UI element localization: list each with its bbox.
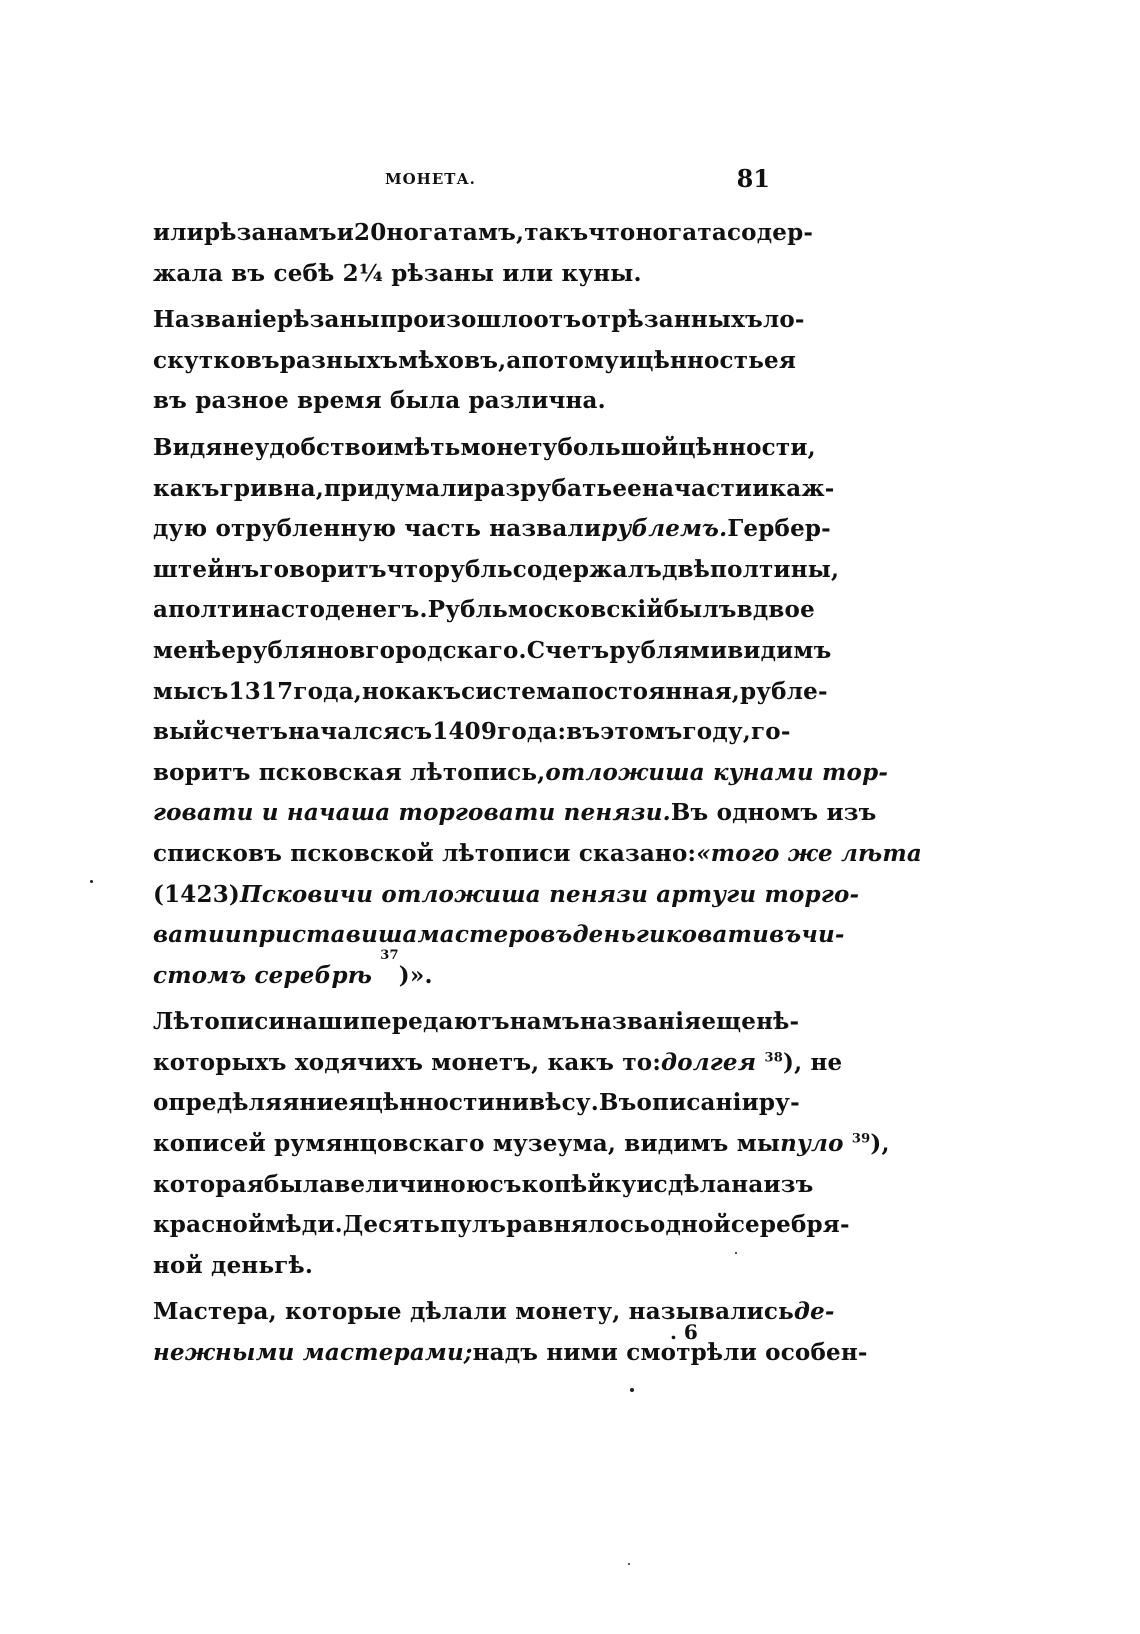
- word: а: [506, 346, 522, 374]
- printer-signature-mark: . 6: [670, 1320, 698, 1344]
- word: придумали: [323, 474, 474, 502]
- text-line: [153, 631, 832, 672]
- word: рубле-: [739, 677, 828, 705]
- word: величиною: [334, 1170, 490, 1198]
- word: 20: [354, 219, 387, 246]
- italic-term: нежными мастерами;: [153, 1339, 473, 1367]
- word: была: [263, 1170, 335, 1198]
- word: московскій: [507, 596, 664, 624]
- word: система: [461, 677, 572, 705]
- text-line: [153, 254, 765, 295]
- line-text: Въ одномъ изъ: [670, 799, 877, 827]
- text-line: [153, 590, 815, 631]
- word: Рубль: [427, 596, 508, 624]
- word: 1317: [228, 677, 294, 705]
- word: Лѣтописи: [153, 1008, 286, 1036]
- word: части: [674, 474, 753, 502]
- word: а: [153, 596, 169, 624]
- text-line: [153, 341, 797, 382]
- word: нѣ-: [756, 1008, 800, 1036]
- word: ногатамъ,: [386, 219, 525, 246]
- text-line: [153, 1002, 800, 1043]
- word: полтины,: [710, 555, 840, 583]
- line-text: жала въ себѣ 2¼ рѣзаны или куны.: [153, 259, 642, 287]
- word: года:: [497, 718, 567, 746]
- word: штейнъ: [153, 555, 260, 583]
- paragraph-4: [153, 1002, 890, 1286]
- chronicle-quote: Псковичи отложиша пенязи артуги торго-: [239, 880, 860, 908]
- chronicle-quote: говати и начаша торговати пенязи.: [153, 799, 671, 827]
- line-text: ной деньгѣ.: [153, 1251, 314, 1279]
- page-number: 81: [736, 164, 770, 193]
- line-text: дую отрубленную часть назвали: [153, 515, 602, 543]
- word: говоритъ: [259, 555, 387, 583]
- word: намъ: [509, 1008, 580, 1036]
- word: ни: [494, 1089, 530, 1117]
- text-line: [153, 1165, 814, 1206]
- word: этомъ: [600, 718, 683, 746]
- word: рубля: [236, 636, 317, 664]
- word: неудобство: [222, 433, 377, 461]
- word: мѣховъ,: [398, 346, 507, 374]
- text-line: [153, 428, 816, 469]
- word: монету: [460, 433, 558, 461]
- chronicle-quote-word: чи-: [801, 921, 845, 949]
- paper-speck: [735, 1252, 737, 1254]
- word: сдѣлана: [653, 1170, 764, 1198]
- line-text: ), не: [783, 1048, 843, 1076]
- body-text: [153, 213, 923, 1380]
- word: въ: [566, 718, 601, 746]
- chronicle-quote: отложиша кунами тор-: [545, 758, 889, 786]
- paper-speck: [90, 880, 93, 883]
- word: которая: [153, 1170, 264, 1198]
- chronicle-quote-word: въ: [769, 921, 802, 949]
- word: изъ: [763, 1170, 814, 1198]
- text-line: [153, 509, 831, 550]
- word: ея: [333, 1089, 366, 1117]
- running-title: МОНЕТА.: [385, 170, 476, 188]
- word: Видя: [153, 433, 223, 461]
- word: мѣди.: [265, 1211, 343, 1239]
- word: имѣть: [376, 433, 461, 461]
- italic-term: рублемъ.: [601, 515, 728, 543]
- word: 1409: [432, 718, 498, 746]
- word: такъ: [524, 219, 589, 246]
- chronicle-quote-word: ковати: [665, 921, 770, 949]
- text-line: [153, 753, 889, 794]
- line-text: списковъ псковской лѣтописи сказано:: [153, 839, 697, 867]
- word: былъ: [663, 596, 737, 624]
- word: начался: [288, 718, 401, 746]
- word: съ: [196, 677, 229, 705]
- chronicle-quote-word: деньги: [572, 921, 666, 949]
- word: копѣйку: [521, 1170, 637, 1198]
- text-line: [153, 793, 877, 834]
- word: какъ: [394, 677, 462, 705]
- word: еще: [701, 1008, 757, 1036]
- word: Десять: [342, 1211, 440, 1239]
- word: названія: [579, 1008, 702, 1036]
- text-line: [153, 834, 923, 875]
- word: двѣ: [661, 555, 711, 583]
- text-line: [153, 1083, 800, 1124]
- line-text: Мастера, которые дѣлали монету, назывались: [153, 1298, 794, 1326]
- word: цѣнность: [636, 346, 765, 374]
- running-head: [150, 164, 770, 196]
- word: описаніи: [636, 1089, 759, 1117]
- word: на: [642, 474, 675, 502]
- text-line: [153, 947, 765, 997]
- paper-speck: [628, 1563, 630, 1565]
- chronicle-quote-word: и: [224, 921, 242, 949]
- word: содер-: [726, 219, 814, 246]
- word: Счетъ: [526, 636, 610, 664]
- word: отъ: [533, 306, 582, 334]
- word: ногата: [635, 219, 727, 246]
- word: счетъ: [209, 718, 289, 746]
- footnote-ref[interactable]: 39: [851, 1131, 871, 1147]
- word: Въ: [599, 1089, 637, 1117]
- text-line: [153, 1043, 843, 1084]
- line-text: ),: [870, 1130, 890, 1158]
- chronicle-quote: «того же лѣта: [696, 839, 923, 867]
- text-line: [153, 712, 791, 753]
- text-line: [153, 1124, 890, 1165]
- word: разныхъ: [279, 346, 399, 374]
- word: Названіе: [153, 306, 278, 334]
- word: постоянная,: [571, 677, 740, 705]
- word: передаютъ: [360, 1008, 510, 1036]
- paragraph-2: [153, 300, 805, 422]
- chronicle-quote: стомъ серебрѣ: [153, 961, 373, 989]
- word: и: [636, 1170, 654, 1198]
- text-line: [153, 672, 828, 713]
- word: красной: [153, 1211, 266, 1239]
- word: цѣнности,: [678, 433, 816, 461]
- footnote-ref[interactable]: 37: [380, 947, 399, 963]
- text-line: [153, 213, 814, 254]
- word: ло-: [762, 306, 805, 334]
- word: пулъ: [439, 1211, 507, 1239]
- text-line: [153, 550, 840, 591]
- line-text: воритъ псковская лѣтопись,: [153, 758, 546, 786]
- word: скутковъ: [153, 346, 280, 374]
- paragraph-1: [153, 213, 814, 294]
- text-line: [153, 915, 845, 956]
- word: рѣзанамъ: [203, 219, 337, 246]
- word: содержалъ: [512, 555, 662, 583]
- word: новгородскаго.: [316, 636, 527, 664]
- word: рублями: [609, 636, 728, 664]
- word: ея: [764, 346, 797, 374]
- word: цѣнности: [365, 1089, 495, 1117]
- line-text: надъ ними смотрѣли особен-: [472, 1339, 868, 1367]
- chronicle-quote-word: вати: [153, 921, 225, 949]
- word: наши: [285, 1008, 360, 1036]
- word: го-: [750, 718, 791, 746]
- line-text: )».: [398, 961, 433, 989]
- word: большой: [557, 433, 679, 461]
- line-text: (1423): [153, 880, 240, 908]
- line-text: Гербер-: [727, 515, 831, 543]
- text-line: [153, 1246, 765, 1287]
- word: вый: [153, 718, 210, 746]
- word: и: [619, 346, 637, 374]
- paper-speck: [630, 1388, 634, 1392]
- word: что: [386, 555, 434, 583]
- word: что: [588, 219, 636, 246]
- word: равнялось: [506, 1211, 650, 1239]
- word: разрубать: [473, 474, 613, 502]
- word: и: [336, 219, 354, 246]
- italic-term: де-: [793, 1298, 835, 1326]
- word: серебря-: [730, 1211, 850, 1239]
- word: рубль: [433, 555, 513, 583]
- word: денегъ.: [325, 596, 428, 624]
- chronicle-quote-word: приставиша: [241, 921, 418, 949]
- word: рѣзаны: [277, 306, 380, 334]
- word: ни: [299, 1089, 334, 1117]
- text-line: [153, 300, 805, 341]
- footnote-ref[interactable]: 38: [764, 1050, 783, 1066]
- word: видимъ: [727, 636, 832, 664]
- italic-term: долгея: [661, 1048, 757, 1076]
- word: полтина: [168, 596, 281, 624]
- text-line: [153, 469, 835, 510]
- word: гривна,: [219, 474, 324, 502]
- word: вѣсу.: [529, 1089, 600, 1117]
- line-text: кописей румянцовскаго музеума, видимъ мы: [153, 1130, 781, 1158]
- paragraph-3: [153, 428, 923, 996]
- text-line: [153, 1205, 850, 1246]
- word: сто: [280, 596, 326, 624]
- word: или: [153, 219, 204, 246]
- chronicle-quote-word: мастеровъ: [417, 921, 573, 949]
- word: ру-: [758, 1089, 800, 1117]
- line-text: которыхъ ходячихъ монетъ, какъ то:: [153, 1048, 662, 1076]
- word: но: [362, 677, 395, 705]
- word: ее: [612, 474, 642, 502]
- word: каж-: [769, 474, 835, 502]
- italic-term: пуло: [780, 1130, 844, 1158]
- word: потому: [521, 346, 620, 374]
- word: мы: [153, 677, 197, 705]
- word: съ: [400, 718, 433, 746]
- word: года,: [293, 677, 363, 705]
- word: какъ: [153, 474, 220, 502]
- text-line: [153, 875, 860, 916]
- word: году,: [682, 718, 751, 746]
- word: съ: [489, 1170, 522, 1198]
- word: одной: [649, 1211, 731, 1239]
- word: вдвое: [736, 596, 815, 624]
- text-line: [153, 381, 765, 422]
- word: отрѣзанныхъ: [581, 306, 763, 334]
- word: опредѣляя: [153, 1089, 300, 1117]
- word: произошло: [379, 306, 534, 334]
- word: менѣе: [153, 636, 237, 664]
- word: и: [752, 474, 770, 502]
- line-text: въ разное время была различна.: [153, 387, 606, 415]
